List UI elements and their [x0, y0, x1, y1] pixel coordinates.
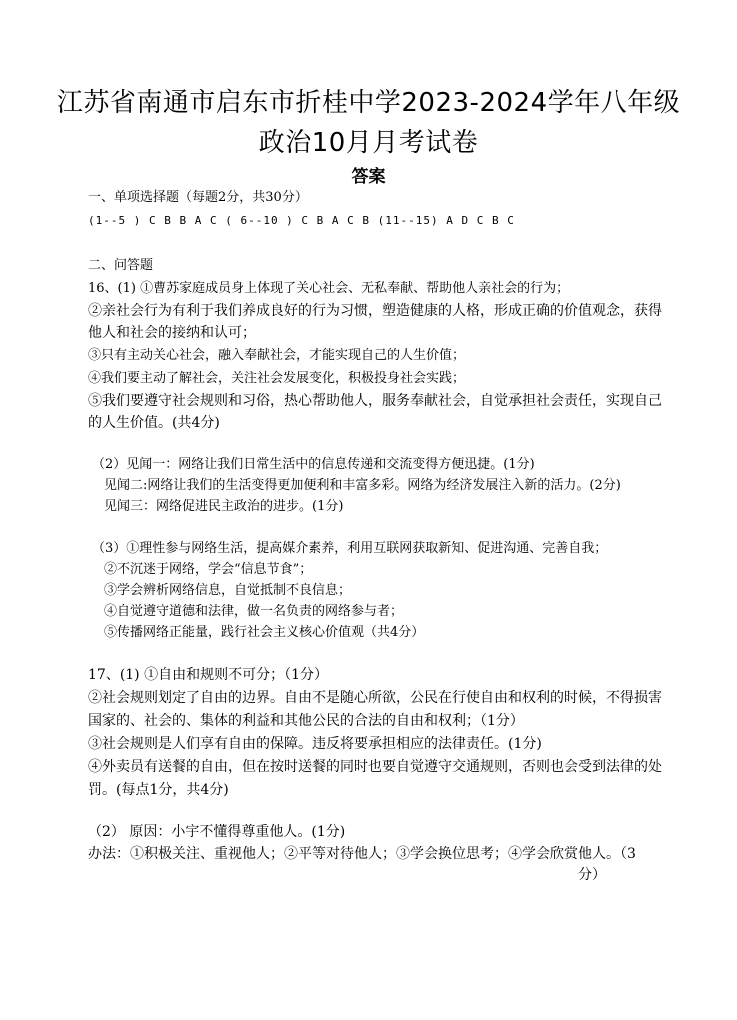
q17-p1-line: ③社会规则是人们享有自由的保障。违反将要承担相应的法律责任。(1分) [88, 736, 542, 752]
q16-p3-line: ④自觉遵守道德和法律，做一名负责的网络参与者； [104, 604, 404, 619]
q16-p1-line: ③只有主动关心社会，融入奉献社会，才能实现自己的人生价值； [88, 348, 466, 363]
q17-p2-line: 分） [578, 867, 606, 883]
q16-p1-line: 16、(1) ①曹苏家庭成员身上体现了关心社会、无私奉献、帮助他人亲社会的行为； [88, 281, 570, 296]
document-title-line2: 政治10月月考试卷 [258, 128, 479, 158]
q17-p2-line: 办法：①积极关注、重视他人；②平等对待他人；③学会换位思考；④学会欣赏他人。（3 [88, 846, 636, 862]
q16-p2-line: 见闻三：网络促进民主政治的进步。(1分) [104, 499, 344, 514]
section1-heading: 一、单项选择题（每题2分，共30分） [88, 190, 308, 205]
q16-p2-line: （2）见闻一：网络让我们日常生活中的信息传递和交流变得方便迅捷。(1分) [92, 457, 535, 472]
q16-p1-line: 的人生价值。(共4分) [88, 415, 220, 431]
document-title-line1: 江苏省南通市启东市折桂中学2023-2024学年八年级 [56, 88, 681, 118]
q16-p2-line: 见闻二:网络让我们的生活变得更加便利和丰富多彩。网络为经济发展注入新的活力。(2分) [104, 478, 621, 493]
q17-p1-line: ②社会规则划定了自由的边界。自由不是随心所欲，公民在行使自由和权利的时候，不得损害 [88, 690, 662, 706]
q16-p3-line: ②不沉迷于网络，学会“信息节食”； [104, 562, 313, 577]
section1-answers: (1--5 ) C B B A C ( 6--10 ) C B A C B (11--15) A D C B C [88, 214, 515, 227]
q16-p1-line: ②亲社会行为有利于我们养成良好的行为习惯，塑造健康的人格，形成正确的价值观念，获得 [88, 303, 662, 319]
q16-p1-line: ④我们要主动了解社会，关注社会发展变化，积极投身社会实践； [88, 371, 466, 386]
q17-p1-line: 17、(1) ①自由和规则不可分；（1分） [88, 667, 329, 683]
q16-p3-line: （3）①理性参与网络生活，提高媒介素养，利用互联网获取新知、促进沟通、完善自我； [92, 541, 608, 556]
q16-p1-line: 他人和社会的接纳和认可； [88, 325, 256, 341]
q17-p1-line: ④外卖员有送餐的自由，但在按时送餐的同时也要自觉遵守交通规则，否则也会受到法律的处 [88, 759, 662, 775]
q16-p3-line: ③学会辨析网络信息，自觉抵制不良信息； [104, 583, 352, 598]
q17-p2-line: （2） 原因：小宇不懂得尊重他人。(1分) [88, 824, 346, 840]
q16-p1-line: ⑤我们要遵守社会规则和习俗，热心帮助他人，服务奉献社会，自觉承担社会责任，实现自己 [88, 393, 662, 409]
document-subtitle: 答案 [351, 167, 386, 187]
q16-p3-line: ⑤传播网络正能量，践行社会主义核心价值观（共4分） [104, 625, 425, 640]
section2-heading: 二、问答题 [88, 258, 154, 273]
q17-p1-line: 国家的、社会的、集体的利益和其他公民的合法的自由和权利；（1分） [88, 713, 524, 729]
q17-p1-line: 罚。(每点1分，共4分) [88, 782, 229, 798]
